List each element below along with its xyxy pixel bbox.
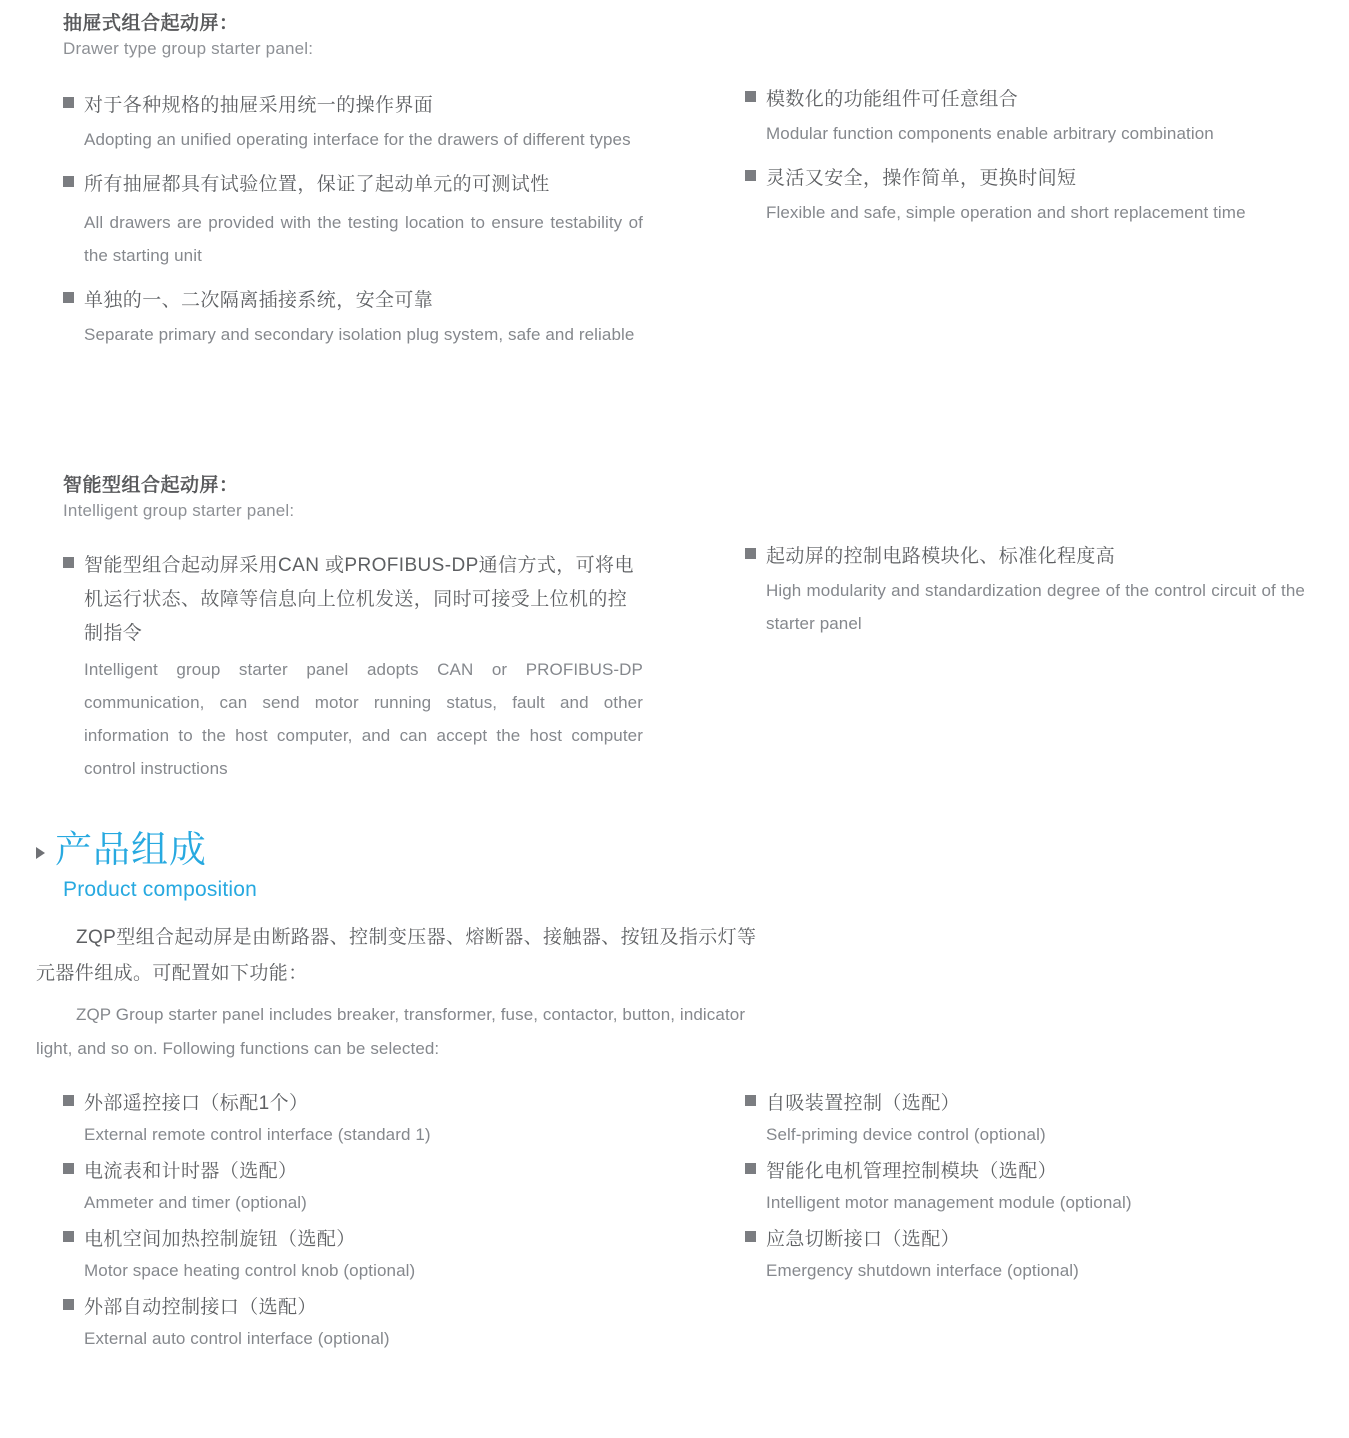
square-bullet-icon xyxy=(63,1299,74,1310)
paragraph-en-line-2: light, and so on. Following functions can be selected: xyxy=(36,1039,440,1058)
product-composition-heading xyxy=(36,828,936,902)
composition-list-left xyxy=(63,1088,643,1360)
list-item-label-en: Separate primary and secondary isolation plug system, safe and reliable xyxy=(84,325,635,344)
square-bullet-icon xyxy=(745,548,756,559)
list-item-label-en: Flexible and safe, simple operation and short replacement time xyxy=(766,203,1246,222)
list-item-label-cn: 智能化电机管理控制模块（选配） xyxy=(766,1161,1058,1182)
list-item-label-cn: 灵活又安全，操作简单，更换时间短 xyxy=(766,168,1077,189)
intelligent-section-right xyxy=(745,540,1305,640)
list-item-label-cn: 电流表和计时器（选配） xyxy=(84,1161,298,1182)
list-item xyxy=(745,1088,1305,1150)
square-bullet-icon xyxy=(745,1095,756,1106)
list-item-label-en: Intelligent motor management module (optional) xyxy=(766,1193,1132,1212)
list-item-label-en: Emergency shutdown interface (optional) xyxy=(766,1261,1079,1280)
composition-paragraph xyxy=(36,920,916,1066)
square-bullet-icon xyxy=(63,557,74,568)
list-item-label-en: High modularity and standardization degree of the control circuit of the starter panel xyxy=(766,581,1305,633)
square-bullet-icon xyxy=(745,91,756,102)
list-item xyxy=(745,162,1305,196)
list-item-label-en: Self-priming device control (optional) xyxy=(766,1125,1046,1144)
list-item-label-cn: 外部自动控制接口（选配） xyxy=(84,1297,317,1318)
list-item-label-cn: 外部遥控接口（标配1个） xyxy=(84,1093,309,1114)
list-item xyxy=(63,1088,643,1150)
list-item-label-en: All drawers are provided with the testing location to ensure testability of the starting unit xyxy=(84,213,643,265)
list-item xyxy=(63,89,643,123)
list-item-label-en: External remote control interface (standard 1) xyxy=(84,1125,431,1144)
paragraph-cn-text-1: ZQP型组合起动屏是由断路器、控制变压器、熔断器、接触器、按钮及指示灯等 xyxy=(76,927,757,948)
intelligent-title-en: Intelligent group starter panel: xyxy=(63,501,295,520)
list-item xyxy=(63,1224,643,1286)
list-item xyxy=(745,540,1305,574)
list-item-label-en: Adopting an unified operating interface for the drawers of different types xyxy=(84,130,631,149)
drawer-section-left xyxy=(63,8,643,351)
paragraph-cn-line-2: 元器件组成。可配置如下功能： xyxy=(36,963,308,984)
page-title: 产品组成 xyxy=(55,829,207,870)
square-bullet-icon xyxy=(745,170,756,181)
paragraph-cn-line-1 xyxy=(36,920,916,956)
list-item-label-en: Ammeter and timer (optional) xyxy=(84,1193,307,1212)
list-item-label-en: Modular function components enable arbitrary combination xyxy=(766,124,1214,143)
list-item-label-en: Intelligent group starter panel adopts CAN or PROFIBUS-DP communication, can send motor running status, fault and other information to the host computer, and can accept the host computer control instructions xyxy=(84,660,643,778)
list-item-label-cn: 对于各种规格的抽屉采用统一的操作界面 xyxy=(84,95,434,116)
list-item-label-cn: 智能型组合起动屏采用CAN 或PROFIBUS-DP通信方式，可将电机运行状态、故障等信息向上位机发送，同时可接受上位机的控制指令 xyxy=(84,555,634,644)
list-item-label-cn: 起动屏的控制电路模块化、标准化程度高 xyxy=(766,546,1116,567)
drawer-section-right xyxy=(745,83,1305,229)
list-item-label-en: Motor space heating control knob (optional) xyxy=(84,1261,416,1280)
square-bullet-icon xyxy=(63,1231,74,1242)
square-bullet-icon xyxy=(745,1231,756,1242)
list-item-label-cn: 自吸装置控制（选配） xyxy=(766,1093,961,1114)
list-item xyxy=(63,549,643,651)
list-item xyxy=(745,1156,1305,1218)
triangle-right-icon xyxy=(36,847,45,859)
list-item-label-en: External auto control interface (optional) xyxy=(84,1329,390,1348)
composition-list-right xyxy=(745,1088,1305,1292)
drawer-title-cn: 抽屉式组合起动屏： xyxy=(63,13,239,34)
list-item-label-cn: 所有抽屉都具有试验位置，保证了起动单元的可测试性 xyxy=(84,174,550,195)
drawer-title-en: Drawer type group starter panel: xyxy=(63,39,314,58)
paragraph-en-line-1 xyxy=(36,998,916,1032)
list-item-label-cn: 电机空间加热控制旋钮（选配） xyxy=(84,1229,356,1250)
intelligent-title-cn: 智能型组合起动屏： xyxy=(63,475,239,496)
list-item xyxy=(63,1292,643,1354)
intelligent-section-left xyxy=(63,470,643,785)
list-item-label-cn: 单独的一、二次隔离插接系统，安全可靠 xyxy=(84,290,434,311)
square-bullet-icon xyxy=(63,97,74,108)
list-item xyxy=(745,83,1305,117)
page-subtitle: Product composition xyxy=(63,878,258,901)
list-item-label-cn: 模数化的功能组件可任意组合 xyxy=(766,89,1019,110)
list-item xyxy=(63,168,643,202)
square-bullet-icon xyxy=(63,1095,74,1106)
list-item xyxy=(63,1156,643,1218)
list-item-label-cn: 应急切断接口（选配） xyxy=(766,1229,961,1250)
square-bullet-icon xyxy=(63,1163,74,1174)
paragraph-en-text-1: ZQP Group starter panel includes breaker, transformer, fuse, contactor, button, indicator xyxy=(76,1005,746,1024)
list-item xyxy=(745,1224,1305,1286)
square-bullet-icon xyxy=(63,292,74,303)
list-item xyxy=(63,284,643,318)
square-bullet-icon xyxy=(745,1163,756,1174)
